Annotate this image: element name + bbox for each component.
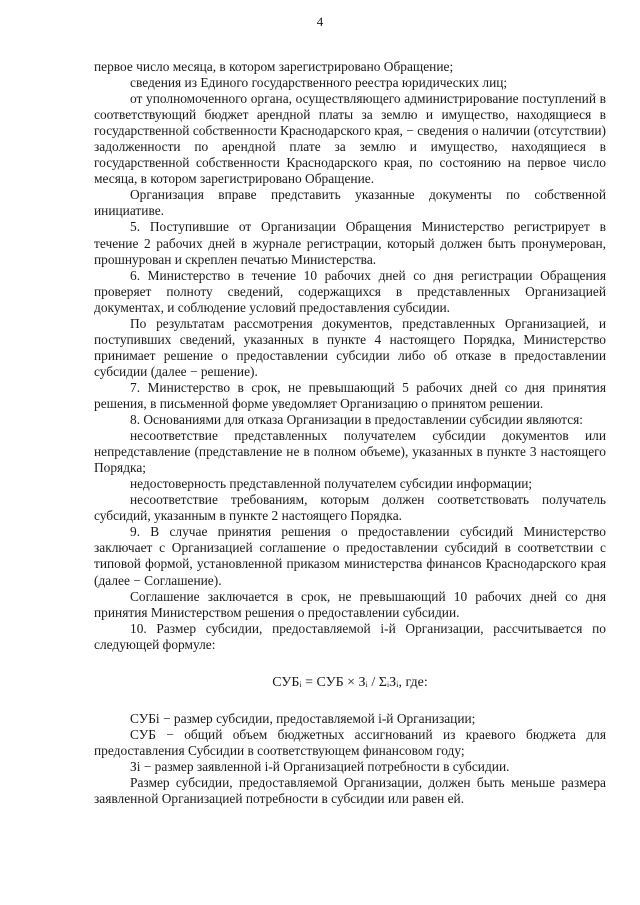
- paragraph: несоответствие представленных получателем субсидии документов или непредставление (представление не в полном объеме), указанных в пункте 3 настоящего Порядка;: [94, 428, 606, 476]
- page-number: 4: [316, 14, 324, 29]
- paragraph: 6. Министерство в течение 10 рабочих дней со дня регистрации Обращения проверяет полноту сведений, содержащихся в представленных Организацией документах, и соблюдение условий предоставления субсидии.: [94, 267, 606, 315]
- definition: Зі − размер заявленной і-й Организацией потребности в субсидии.: [130, 758, 510, 774]
- paragraph: от уполномоченного органа, осуществляющего администрирование поступлений в соответствующий бюджет арендной платы за землю и имущество, находящиеся в государственной собственности Краснодарского края, − сведения о наличии (отсутствии) задолженности по арендной плате за землю и имущество, находящиеся в государственной собственности Краснодарского края, по состоянию на первое число месяца, в котором зарегистрировано Обращение.: [94, 91, 606, 187]
- paragraph: 8. Основаниями для отказа Организации в предоставлении субсидии являются:: [130, 412, 584, 428]
- definition: СУБ − общий объем бюджетных ассигнований из краевого бюджета для предоставления Субсидии в соответствующем финансовом году;: [94, 726, 606, 758]
- document-body: [94, 59, 606, 807]
- subsidy-formula: СУБᵢ = СУБ × Зᵢ / ΣᵢЗᵢ, где:: [272, 674, 428, 690]
- paragraph: 10. Размер субсидии, предоставляемой i-й Организации, рассчитывается по следующей формуле:: [94, 620, 606, 652]
- paragraph: несоответствие требованиям, которым должен соответствовать получатель субсидий, указанным в пункте 2 настоящего Порядка.: [94, 492, 606, 524]
- paragraph: недостоверность представленной получателем субсидии информации;: [130, 476, 533, 492]
- paragraph: По результатам рассмотрения документов, представленных Организацией, и поступивших сведений, указанных в пункте 4 настоящего Порядка, Министерство принимает решение о предоставлении субсидии либо об отказе в предоставлении субсидии (далее − решение).: [94, 315, 606, 379]
- paragraph: 9. В случае принятия решения о предоставлении субсидий Министерство заключает с Организацией соглашение о предоставлении субсидий в соответствии с типовой формой, установленной приказом министерства финансов Краснодарского края (далее − Соглашение).: [94, 524, 606, 588]
- paragraph: Соглашение заключается в срок, не превышающий 10 рабочих дней со дня принятия Министерством решения о предоставлении субсидии.: [94, 588, 606, 620]
- paragraph: 7. Министерство в срок, не превышающий 5 рабочих дней со дня принятия решения, в письменной форме уведомляет Организацию о принятом решении.: [94, 379, 606, 411]
- paragraph: 5. Поступившие от Организации Обращения Министерство регистрирует в течение 2 рабочих дней в журнале регистрации, который должен быть пронумерован, прошнурован и скреплен печатью Министерства.: [94, 219, 606, 267]
- paragraph: сведения из Единого государственного реестра юридических лиц;: [130, 75, 508, 91]
- definition: СУБі − размер субсидии, предоставляемой і-й Организации;: [130, 710, 476, 726]
- paragraph: Организация вправе представить указанные документы по собственной инициативе.: [94, 187, 606, 219]
- paragraph: первое число месяца, в котором зарегистрировано Обращение;: [94, 59, 454, 74]
- paragraph: Размер субсидии, предоставляемой Организации, должен быть меньше размера заявленной Организацией потребности в субсидии или равен ей.: [94, 774, 606, 807]
